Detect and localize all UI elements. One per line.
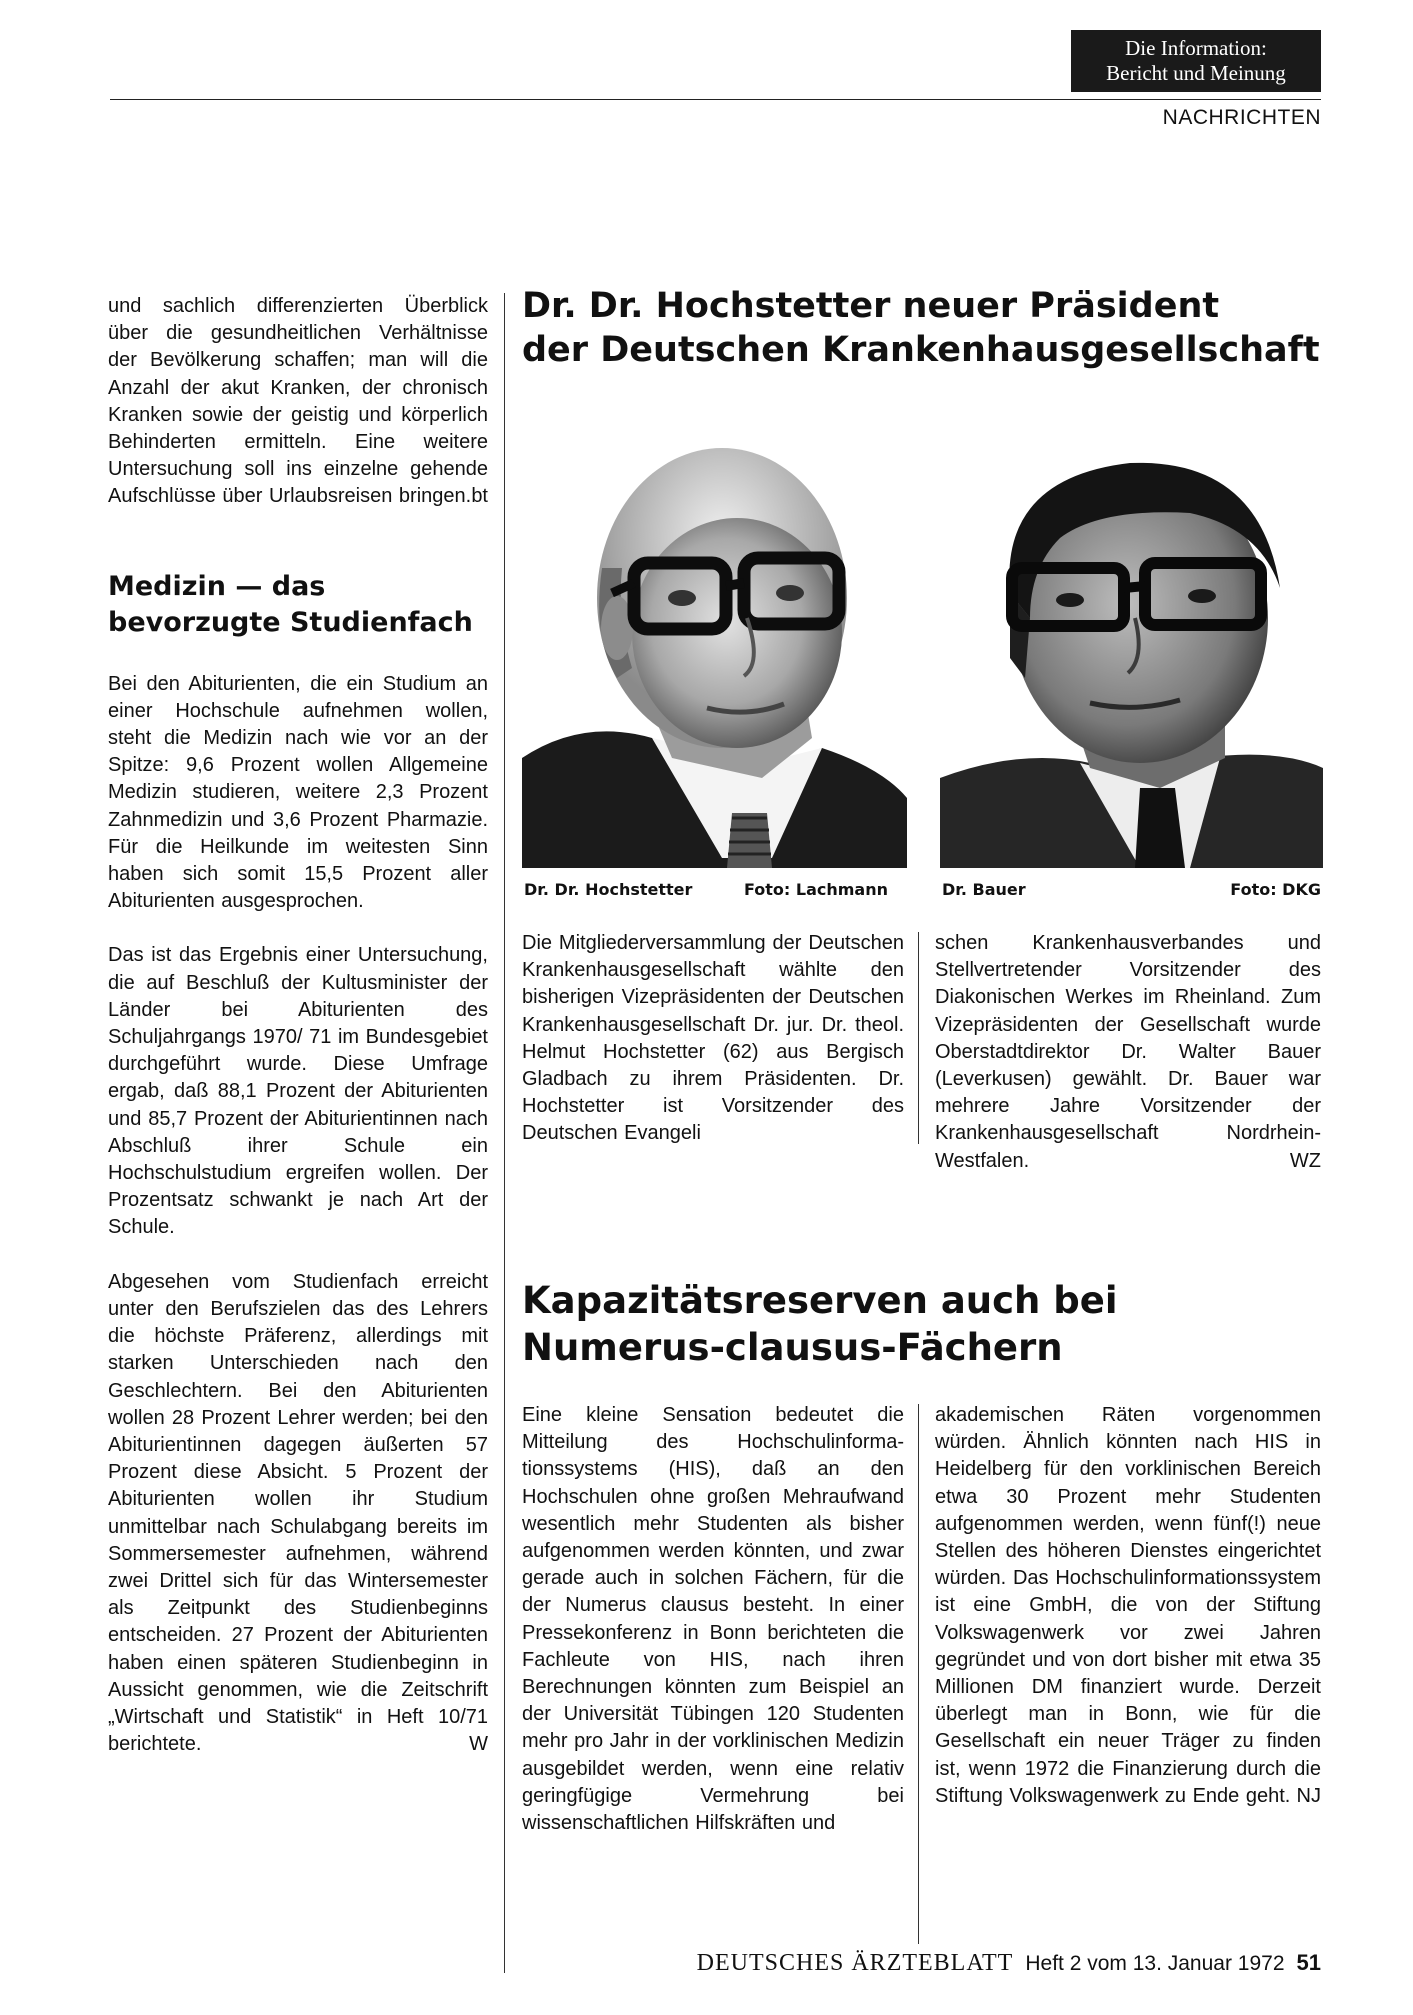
- headline-medizin: [108, 569, 488, 641]
- portrait-hochstetter-image: [522, 418, 907, 868]
- column-divider: [504, 293, 505, 1973]
- kapazitaet-article-column-2: [935, 1402, 1321, 1810]
- headline-medizin-line1: Medizin — das: [108, 570, 326, 602]
- intro-signature: bt: [471, 485, 488, 508]
- intro-paragraph-text: und sachlich differenzierten Überblick über die gesundheitlichen Verhältnisse der Bevölkerung schaffen; man will die Anzahl der akut Kranken, der chronisch Kranken sowie der geistig und körperlich Behinderten ermitteln. Eine weitere Untersuchung soll ins einzelne gehende Aufschlüsse über Urlaubsreisen bringen.: [108, 295, 488, 508]
- header-rule: [110, 99, 1321, 100]
- portrait-photo-hochstetter: [522, 418, 907, 868]
- headline-hochstetter-line2: der Deutschen Krankenhausgesellschaft: [522, 330, 1320, 370]
- hochstetter-article-column-1: Die Mitgliederversammlung der Deutschen Krankenhausgesellschaft wählte den bisherigen Vizepräsidenten der Deutschen Krankenhausgesellschaft Dr. jur. Dr. theol. Helmut Hochstetter (62) aus Bergisch Gladbach zu ihrem Präsidenten. Dr. Hochstetter ist Vorsitzender des Deutschen Evangeli: [522, 932, 904, 1145]
- headline-kapazitaet-line2: Numerus-clausus-Fächern: [522, 1326, 1063, 1369]
- section-label-line2: Bericht und Meinung: [1106, 61, 1286, 85]
- page-footer: [697, 1950, 1321, 1977]
- medizin-paragraph-3-text: Abgesehen vom Studienfach erreicht unter den Berufszielen das des Lehrers die höchste Präferenz, allerdings mit starken Unterschieden nach den Geschlechtern. Bei den Abiturienten wollen 28 Prozent Lehrer werden; bei den Abiturientinnen dagegen äußerten 57 Prozent diese Absicht. 5 Prozent der Abiturienten wollen ihr Studium unmittelbar nach Schulabgang bereits im Sommersemester aufnehmen, während zwei Drittel sich für das Wintersemester als Zeitpunkt des Studienbeginns entscheiden. 27 Prozent der Abiturienten haben einen späteren Studienbeginn in Aussicht genommen, wie die Zeitschrift „Wirtschaft und Statistik“ in Heft 10/71 berichtete.: [108, 1270, 488, 1756]
- photo-caption-hochstetter: Dr. Dr. Hochstetter: [524, 880, 693, 899]
- section-title: NACHRICHTEN: [1162, 106, 1321, 129]
- article2-column-divider: [918, 1404, 919, 1944]
- photo-caption-bauer: Dr. Bauer: [942, 880, 1026, 899]
- headline-kapazitaetsreserven: [522, 1277, 1322, 1371]
- hochstetter-article-column-2-text: schen Krankenhausverbandes und Stellvertretender Vorsitzender des Diakonischen Werkes im Rheinland. Zum Vizepräsidenten der Gesellschaft wurde Oberstadtdirektor Dr. Walter Bauer (Leverkusen) gewählt. Dr. Bauer war mehrere Jahre Vorsitzender der Krankenhausgesellschaft Nordrhein-Westfalen.: [935, 932, 1321, 1172]
- headline-kapazitaet-line1: Kapazitätsreserven auch bei: [522, 1279, 1118, 1322]
- photo-credit-lachmann: Foto: Lachmann: [744, 880, 888, 899]
- kapazitaet-article-column-1: Eine kleine Sensation bedeutet die Mitteilung des Hochschulinformationssystems (HIS), daß an den Hochschulen ohne großen Mehraufwand wesentlich mehr Studenten als bisher aufgenommen werden könnten, und zwar gerade auch in solchen Fächern, für die der Numerus clausus besteht. In einer Pressekonferenz in Bonn berichteten die Fachleute von HIS, nach ihren Berechnungen könnten zum Beispiel an der Universität Tübingen 120 Studenten mehr pro Jahr in der vorklinischen Medizin ausgebildet werden, wenn eine relativ geringfügige Vermehrung bei wissenschaftlichen Hilfskräften und: [522, 1404, 904, 1835]
- portrait-bauer-image: [940, 418, 1323, 868]
- section-label-box: [1071, 30, 1321, 92]
- issue-info: Heft 2 vom 13. Januar 1972: [1025, 1952, 1285, 1975]
- photo-credit-dkg: Foto: DKG: [1230, 880, 1321, 899]
- headline-hochstetter-line1: Dr. Dr. Hochstetter neuer Präsident: [522, 286, 1220, 326]
- medizin-paragraph-2: Das ist das Ergebnis einer Untersuchung, die auf Beschluß der Kultusminister der Länder bei Abiturienten des Schuljahrgangs 1970/ 71 im Bundesgebiet durchgeführt wurde. Diese Umfrage ergab, daß 88,1 Prozent der Abiturienten und 85,7 Prozent der Abiturientinnen nach Abschluß ihrer Schule ein Hochschulstudium ergreifen wollen. Der Prozentsatz schwankt je nach Art der Schule.: [108, 944, 488, 1239]
- kapazitaet-signature: NJ: [1296, 1784, 1321, 1807]
- magazine-name: DEUTSCHES ÄRZTEBLATT: [696, 1950, 1014, 1976]
- left-column: [108, 293, 488, 1758]
- portrait-photo-bauer: [940, 418, 1323, 868]
- headline-hochstetter: [522, 284, 1322, 372]
- headline-medizin-line2: bevorzugte Studienfach: [108, 606, 473, 638]
- medizin-signature: W: [469, 1733, 488, 1756]
- page-number: 51: [1296, 1950, 1321, 1975]
- kapazitaet-article-column-2-text: akademischen Räten vorgenommen würden. Ähnlich könnten nach HIS in Heidelberg für den vorklinischen Bereich etwa 30 Prozent mehr Studenten aufgenommen werden, wenn fünf(!) neue Stellen des höheren Dienstes eingerichtet würden. Das Hochschulinformationssystem ist eine GmbH, die von der Stiftung Volkswagenwerk vor zwei Jahren gegründet und von dort bisher mit etwa 35 Millionen DM finanziert wurde. Derzeit überlegt man in Bonn, wie für die Gesellschaft ein neuer Träger zu finden ist, wenn 1972 die Finanzierung durch die Stiftung Volkswagenwerk zu Ende geht.: [935, 1404, 1321, 1807]
- hochstetter-article-column-2: [935, 930, 1321, 1175]
- section-label-line1: Die Information:: [1125, 36, 1267, 60]
- article1-column-divider: [918, 932, 919, 1144]
- intro-paragraph: [108, 293, 488, 511]
- hochstetter-signature: WZ: [1289, 1149, 1321, 1172]
- medizin-paragraph-1: Bei den Abiturienten, die ein Studium an einer Hochschule aufnehmen wollen, steht die Medizin nach wie vor an der Spitze: 9,6 Prozent wollen Allgemeine Medizin studieren, weitere 2,3 Prozent Zahnmedizin und 3,6 Prozent Pharmazie. Für die Heilkunde im weitesten Sinn haben sich somit 15,5 Prozent aller Abiturienten ausgesprochen.: [108, 672, 488, 913]
- medizin-paragraph-3: [108, 1269, 488, 1759]
